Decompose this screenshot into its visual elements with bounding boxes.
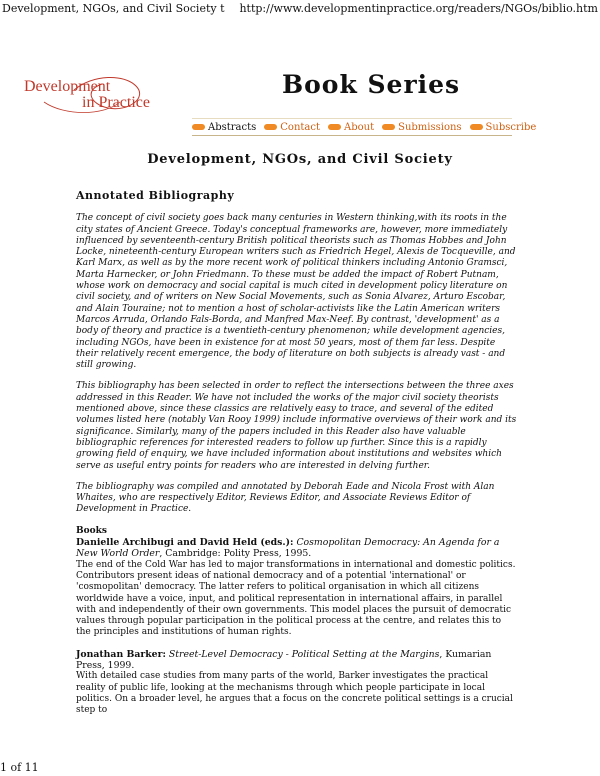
book-publisher: , Cambridge: Polity Press, 1995. <box>159 548 312 560</box>
logo-line1: Development <box>24 78 111 95</box>
page-indicator: 1 of 11 <box>0 761 39 774</box>
nav-item-submissions[interactable]: Submissions <box>382 122 461 133</box>
book-annotation: The end of the Cold War has led to major transformations in international and domestic politics. Contributors present ideas of national democracy and of a potential 'international' or 'cosmopolitan' democracy. The latter refers to political organisation in which all citizens worldwide have a voice, input, and political representation in international affairs, in parallel with and independently of their own governments. This model places the pursuit of democratic values through popular participation in the political process at the centre, and relates this to the principles and institutions of human rights. <box>76 559 516 638</box>
book-annotation: With detailed case studies from many parts of the world, Barker investigates the practical reality of public life, looking at the mechanisms through which people participate in local politics. On a broader level, he argues that a focus on the concrete political settings is a crucial step to <box>76 671 513 716</box>
main-content <box>76 190 518 726</box>
book-author: Danielle Archibugi and David Held (eds.): <box>76 537 294 549</box>
document-title: Development, NGOs, and Civil Society <box>147 152 453 167</box>
nav-item-abstracts[interactable]: Abstracts <box>192 122 256 133</box>
browser-title: Development, NGOs, and Civil Society t <box>2 2 225 15</box>
book-title: Cosmopolitan Democracy: An Agenda for a New World Order <box>76 537 500 560</box>
bullet-icon <box>470 124 483 130</box>
intro-paragraph: This bibliography has been selected in order to reflect the intersections between the three axes addressed in this Reader. We have not included the works of the major civil society theorists mentioned above, since these classics are relatively easy to trace, and several of the edited volumes listed here (notably Van Rooy 1999) include informative overviews of their work and its significance. Similarly, many of the papers included in this Reader also have valuable bibliographic references for interested readers to follow up further. Since this is a rapidly growing field of enquiry, we have included information about institutions and websites which serve as useful entry points for readers who are interested in delving further. <box>76 381 517 471</box>
book-entry <box>76 649 518 717</box>
nav-bar <box>192 118 537 136</box>
book-publisher: , Kumarian Press, 1999. <box>76 648 492 671</box>
book-author: Jonathan Barker: <box>76 648 166 660</box>
intro-paragraph: The concept of civil society goes back many centuries in Western thinking,with its roots in the city states of Ancient Greece. Today's conceptual frameworks are, however, more immediately influenced by seventeenth-century British political theorists such as Thomas Hobbes and John Locke, nineteenth-century European writers such as Friedrich Hegel, Alexis de Tocqueville, and Karl Marx, as well as by the more recent work of political thinkers including Antonio Gramsci, Marta Harnecker, or John Friedmann. To these must be added the impact of Robert Putnam, whose work on democracy and social capital is much cited in development policy literature on civil society, and of writers on New Social Movements, such as Sonia Alvarez, Arturo Escobar, and Alain Touraine; not to mention a host of scholar-activists like the Latin American writers Marcos Arruda, Orlando Fals-Borda, and Manfred Max-Neef. By contrast, 'development' as a body of theory and practice is a twentieth-century phenomenon; while development agencies, including NGOs, have been in existence for at most 50 years, most of them far less. Despite their relatively recent emergence, the body of literature on both subjects is already vast - and still growing. <box>76 213 516 371</box>
bullet-icon <box>382 124 395 130</box>
nav-item-contact[interactable]: Contact <box>264 122 320 133</box>
logo-line2: in Practice <box>82 94 150 111</box>
books-heading: Books <box>76 525 107 536</box>
nav-item-subscribe[interactable]: Subscribe <box>470 122 537 133</box>
development-in-practice-logo[interactable] <box>24 72 152 118</box>
nav-item-about[interactable]: About <box>328 122 374 133</box>
book-entry <box>76 537 518 639</box>
section-heading: Annotated Bibliography <box>76 189 235 202</box>
intro-paragraph: The bibliography was compiled and annotated by Deborah Eade and Nicola Frost with Alan Whaites, who are respectively Editor, Reviews Editor, and Associate Reviews Editor of Development in Practice. <box>76 481 495 515</box>
book-title: Street-Level Democracy - Political Setting at the Margins <box>168 648 440 660</box>
page-title: Book Series <box>282 70 461 99</box>
bullet-icon <box>264 124 277 130</box>
bullet-icon <box>192 124 205 130</box>
browser-url[interactable]: http://www.developmentinpractice.org/readers/NGOs/biblio.htm <box>239 2 598 15</box>
bullet-icon <box>328 124 341 130</box>
